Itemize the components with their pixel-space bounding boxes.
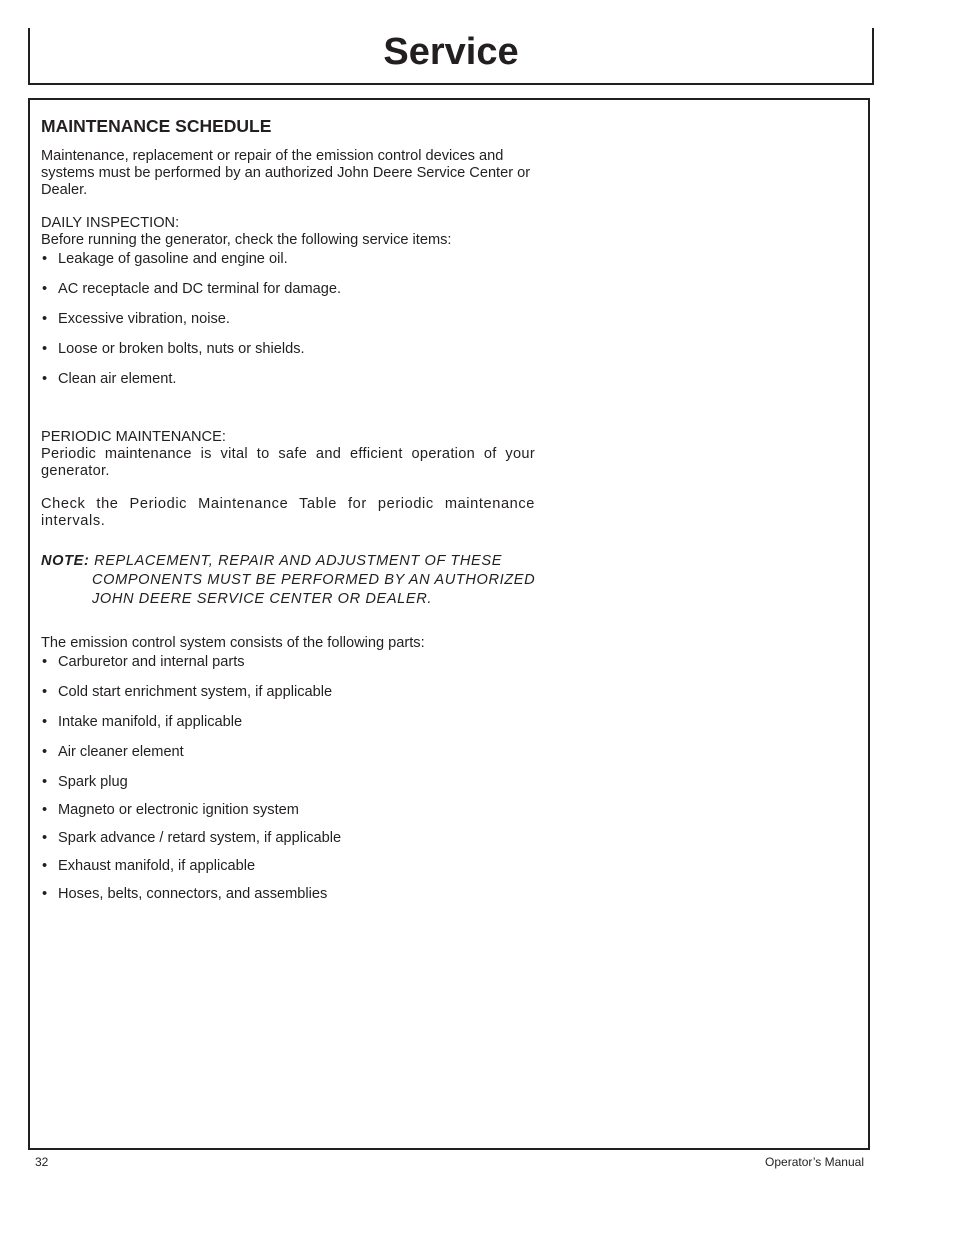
list-item: • Spark plug	[41, 774, 535, 791]
list-item: • Air cleaner element	[41, 744, 535, 761]
emission-parts-list	[41, 654, 535, 903]
intro-paragraph: Maintenance, replacement or repair of the emission control devices and systems must be performed by an authorized John Deere Service Center or Dealer.	[41, 148, 531, 198]
periodic-text-2: Check the Periodic Maintenance Table for periodic maintenance intervals.	[41, 496, 535, 529]
note-line-1: REPLACEMENT, REPAIR AND ADJUSTMENT OF THESE	[94, 553, 503, 569]
list-item: • Magneto or electronic ignition system	[41, 802, 535, 819]
periodic-heading: PERIODIC MAINTENANCE:	[41, 429, 226, 445]
list-item: • Excessive vibration, noise.	[41, 311, 535, 328]
list-item: • Spark advance / retard system, if applicable	[41, 830, 535, 847]
list-item: • Hoses, belts, connectors, and assemblies	[41, 886, 535, 903]
list-item: • Exhaust manifold, if applicable	[41, 858, 535, 875]
list-item: • Carburetor and internal parts	[41, 654, 535, 671]
list-item: • Cold start enrichment system, if applicable	[41, 684, 535, 701]
page-title: Service	[383, 31, 519, 73]
note-line-2: COMPONENTS MUST BE PERFORMED BY AN AUTHORIZED	[92, 572, 536, 588]
content-column	[41, 116, 535, 914]
daily-lead: Before running the generator, check the following service items:	[41, 232, 452, 248]
manual-title: Operator’s Manual	[765, 1155, 864, 1169]
list-item: • Loose or broken bolts, nuts or shields.	[41, 341, 535, 358]
list-item: • Intake manifold, if applicable	[41, 714, 535, 731]
note-label: NOTE:	[41, 553, 90, 569]
note-line-3: JOHN DEERE SERVICE CENTER OR DEALER.	[92, 591, 433, 607]
emission-lead: The emission control system consists of the following parts:	[41, 635, 425, 651]
section-heading: MAINTENANCE SCHEDULE	[41, 116, 272, 136]
list-item: • Leakage of gasoline and engine oil.	[41, 251, 535, 268]
list-item: • Clean air element.	[41, 371, 535, 388]
periodic-text-1: Periodic maintenance is vital to safe and efficient operation of your generator.	[41, 446, 535, 479]
list-item: • AC receptacle and DC terminal for damage.	[41, 281, 535, 298]
header-box	[28, 28, 874, 85]
daily-list	[41, 251, 535, 388]
note-block	[41, 552, 547, 609]
daily-heading: DAILY INSPECTION:	[41, 215, 180, 231]
page-number: 32	[35, 1155, 49, 1169]
content-box	[28, 98, 870, 1150]
